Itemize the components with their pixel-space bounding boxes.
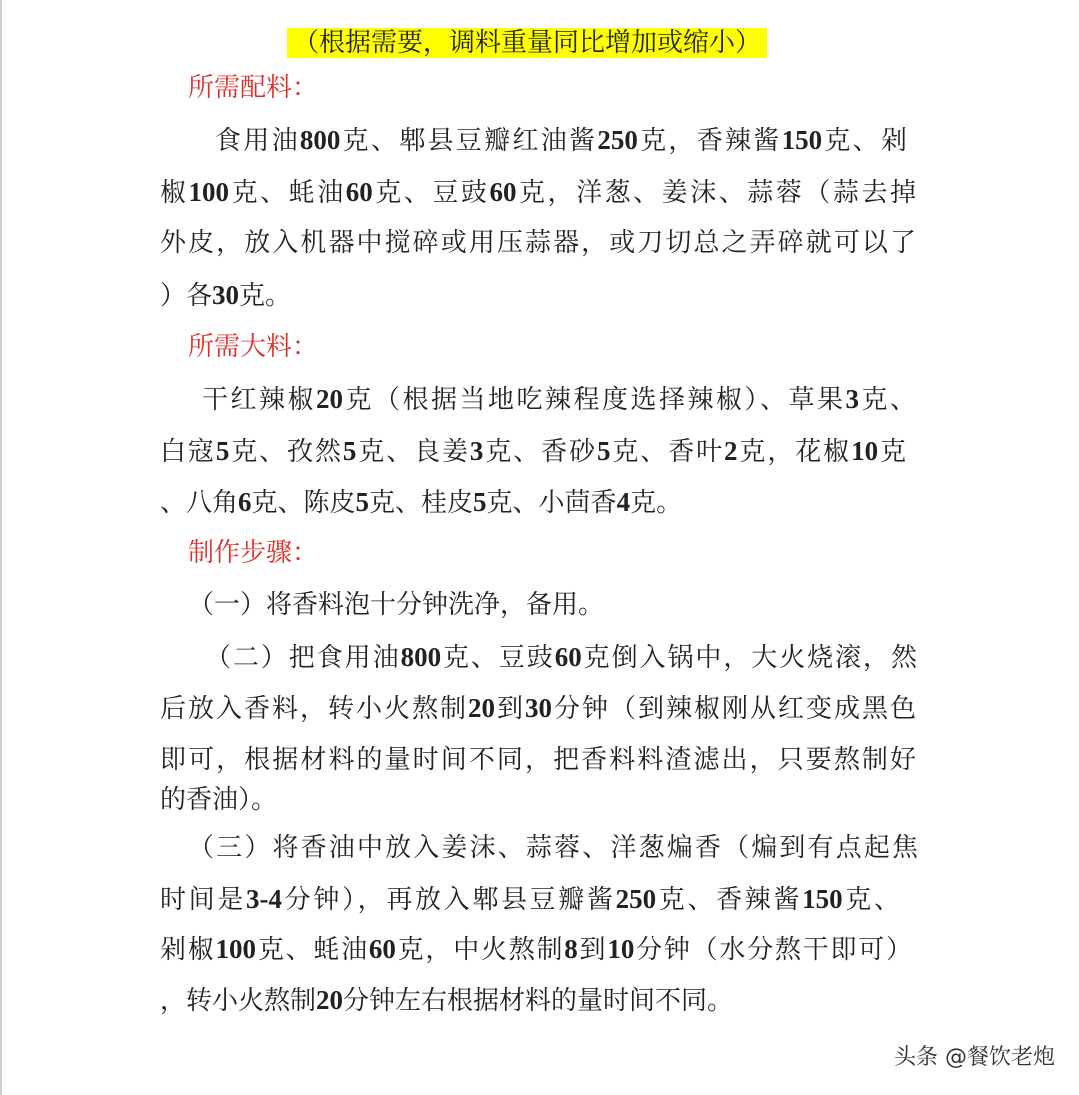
quantity-number: 5 <box>473 487 487 517</box>
quantity-number: 250 <box>615 884 657 914</box>
quantity-number: 3-4 <box>246 884 282 914</box>
spices-line: 、八角6克、陈皮5克、桂皮5克、小茴香4克。 <box>160 487 683 518</box>
ingredients-line: 外皮，放入机器中搅碎或用压蒜器，或刀切总之弄碎就可以了 <box>160 228 916 258</box>
quantity-number: 6 <box>238 487 252 517</box>
spices-line: 干红辣椒20克（根据当地吃辣程度选择辣椒）、草果3克、 <box>202 384 916 415</box>
quantity-number: 5 <box>596 436 611 466</box>
note-line <box>287 26 767 60</box>
step-line: 时间是3-4分钟），再放入郫县豆瓣酱250克、香辣酱150克、 <box>160 884 900 915</box>
quantity-number: 3 <box>469 436 484 466</box>
quantity-number: 5 <box>355 487 370 517</box>
quantity-number: 8 <box>564 934 578 964</box>
page-edge <box>0 0 2 1095</box>
quantity-number: 5 <box>342 436 357 466</box>
ingredients-line: 椒100克、蚝油60克、豆豉60克，洋葱、姜沫、蒜蓉（蒜去掉 <box>160 177 916 208</box>
ingredients-line: ）各30克。 <box>160 280 292 311</box>
highlighted-note: （根据需要，调料重量同比增加或缩小） <box>287 28 767 58</box>
step-line: 后放入香料，转小火熬制20到30分钟（到辣椒刚从红变成黑色 <box>160 693 916 724</box>
quantity-number: 20 <box>316 985 344 1015</box>
quantity-number: 100 <box>215 934 257 964</box>
quantity-number: 60 <box>345 177 373 207</box>
quantity-number: 10 <box>851 436 879 466</box>
quantity-number: 60 <box>368 934 396 964</box>
ingredients-heading: 所需配料： <box>188 73 319 103</box>
steps-heading: 制作步骤： <box>188 538 319 568</box>
quantity-number: 5 <box>215 436 230 466</box>
spices-line: 白寇5克、孜然5克、良姜3克、香砂5克、香叶2克，花椒10克 <box>160 436 906 467</box>
quantity-number: 2 <box>724 436 738 466</box>
quantity-number: 30 <box>212 280 240 310</box>
quantity-number: 4 <box>616 487 631 517</box>
step-line: ，转小火熬制20分钟左右根据材料的量时间不同。 <box>160 985 734 1016</box>
step-line: 即可，根据材料的量时间不同，把香料料渣滤出，只要熬制好 <box>160 745 916 775</box>
step-line: （二）把食用油800克、豆豉60克倒入锅中，大火烧滚，然 <box>205 642 917 673</box>
quantity-number: 60 <box>554 642 582 672</box>
quantity-number: 30 <box>524 693 552 723</box>
quantity-number: 10 <box>607 934 635 964</box>
quantity-number: 20 <box>316 384 343 414</box>
quantity-number: 150 <box>802 884 843 914</box>
quantity-number: 3 <box>845 384 859 414</box>
watermark: 头条 @餐饮老炮 <box>894 1045 1055 1070</box>
step-line: （一）将香料泡十分钟洗净，备用。 <box>188 590 605 620</box>
quantity-number: 20 <box>467 693 495 723</box>
quantity-number: 250 <box>597 125 638 155</box>
quantity-number: 150 <box>781 125 823 155</box>
quantity-number: 60 <box>489 177 517 207</box>
step-line: 剁椒100克、蚝油60克，中火熬制8到10分钟（水分熬干即可） <box>160 934 912 965</box>
quantity-number: 800 <box>299 125 341 155</box>
quantity-number: 800 <box>400 642 442 672</box>
quantity-number: 100 <box>188 177 230 207</box>
step-line: （三）将香油中放入姜沫、蒜蓉、洋葱煸香（煸到有点起焦 <box>188 833 918 863</box>
ingredients-line: 食用油800克、郫县豆瓣红油酱250克，香辣酱150克、剁 <box>215 125 907 156</box>
step-line: 的香油）。 <box>160 785 278 815</box>
spices-heading: 所需大料： <box>188 332 319 362</box>
